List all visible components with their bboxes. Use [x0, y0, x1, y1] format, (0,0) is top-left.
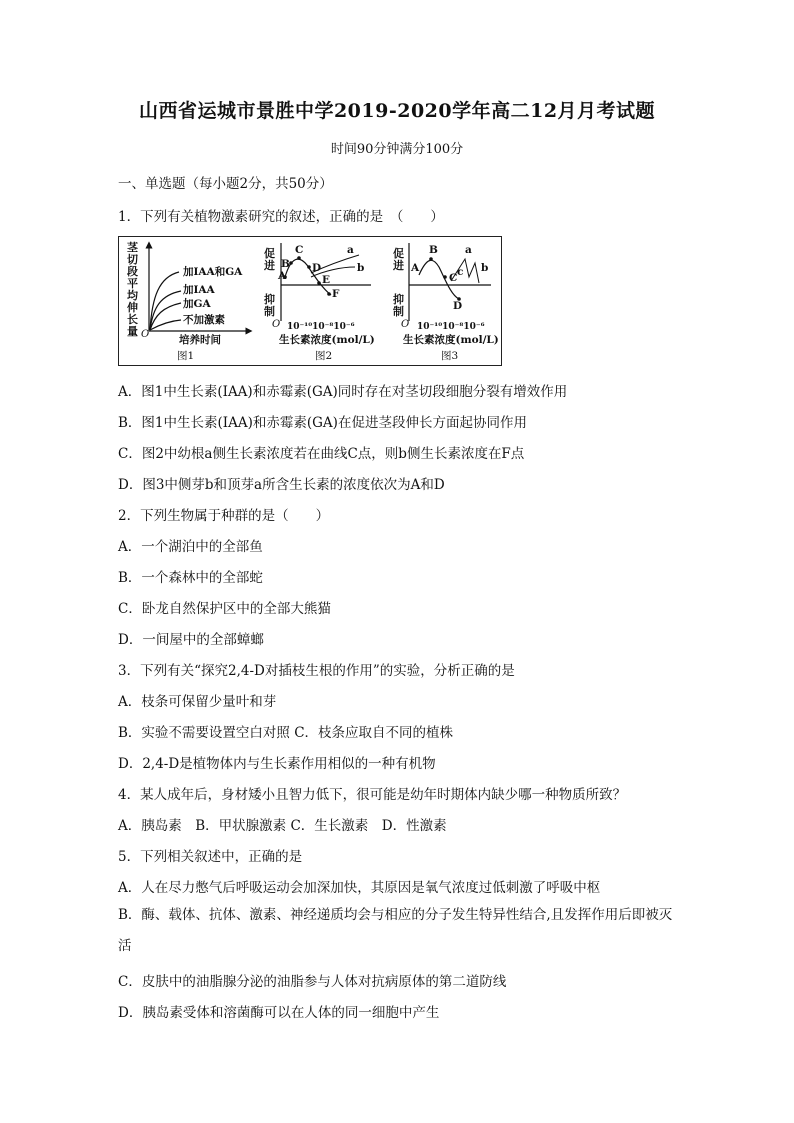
question-2-option-d: D．一间屋中的全部蟑螂 — [118, 632, 264, 648]
fig3-label: A — [411, 262, 420, 274]
question-2-option-b: B．一个森林中的全部蛇 — [118, 570, 263, 586]
fig1-ylabel-char: 伸 — [127, 301, 138, 314]
fig2-inhibit-char: 制 — [264, 305, 275, 318]
question-2-stem: 2．下列生物属于种群的是（ ） — [118, 508, 330, 524]
figure-3 — [392, 243, 499, 362]
fig2-promote-char: 促 — [264, 247, 275, 260]
question-4-stem: 4．某人成年后，身材矮小且智力低下，很可能是幼年时期体内缺少哪一种物质所致？ — [118, 787, 627, 803]
fig2-point-d — [307, 265, 311, 269]
question-3-option-d: D．2,4-D是植物体内与生长素作用相似的一种有机物 — [118, 756, 436, 772]
fig2-xlabel: 生长素浓度(mol/L) — [279, 334, 375, 346]
question-5-option-b: B．酶、载体、抗体、激素、神经递质均会与相应的分子发生特异性结合,且发挥作用后即被灭活 — [118, 907, 673, 954]
fig2-label: C — [295, 244, 304, 256]
fig2-point-c — [297, 256, 301, 260]
fig2-label: D — [312, 262, 322, 274]
fig1-curve-none — [150, 320, 181, 330]
figure-2 — [263, 243, 375, 362]
figure-1 — [126, 240, 249, 362]
question-1-figure — [118, 236, 502, 366]
fig1-ylabel-char: 段 — [127, 265, 138, 278]
fig2-promote-char: 进 — [264, 259, 275, 272]
fig1-curve-label: 加IAA — [183, 284, 215, 296]
question-5-option-d: D．胰岛素受体和溶菌酶可以在人体的同一细胞中产生 — [118, 1005, 440, 1021]
fig2-label: E — [322, 274, 331, 286]
fig1-curve-label: 加GA — [183, 298, 211, 310]
section-heading: 一、单选题（每小题2分，共50分） — [118, 176, 333, 192]
fig3-point-b — [429, 257, 433, 261]
question-1-option-d: D．图3中侧芽b和顶芽a所含生长素的浓度依次为A和D — [118, 477, 445, 493]
fig1-curve-iaa — [150, 291, 181, 330]
fig2-point-e — [317, 281, 321, 285]
fig3-origin: O — [401, 319, 410, 330]
question-1-option-b: B．图1中生长素(IAA)和赤霉素(GA)在促进茎段伸长方面起协同作用 — [118, 415, 527, 431]
fig2-label: b — [357, 262, 365, 274]
fig3-label: c — [457, 266, 464, 278]
fig1-ylabel-char: 均 — [127, 289, 138, 302]
question-1-option-a: A．图1中生长素(IAA)和赤霉素(GA)同时存在对茎切段细胞分裂有增效作用 — [118, 384, 568, 400]
fig2-point-f — [327, 292, 331, 296]
fig2-label: B — [281, 258, 290, 270]
fig2-label: A — [278, 270, 287, 282]
fig1-ylabel-char: 切 — [127, 253, 138, 266]
fig3-inhibit-char: 抑 — [393, 293, 404, 306]
fig3-label: b — [481, 262, 489, 274]
question-1-stem: 1．下列有关植物激素研究的叙述，正确的是 （ ） — [118, 209, 444, 225]
fig2-label: F — [332, 288, 340, 300]
fig1-xlabel: 培养时间 — [179, 334, 221, 346]
fig3-xlabel: 生长素浓度(mol/L) — [403, 334, 499, 346]
fig3-promote-char: 促 — [393, 247, 404, 260]
fig3-caption: 图3 — [441, 350, 459, 362]
fig1-curve-label: 不加激素 — [183, 314, 225, 326]
question-5-stem: 5．下列相关叙述中，正确的是 — [118, 849, 303, 865]
fig2-caption: 图2 — [315, 350, 333, 362]
fig2-ticks: 10⁻¹⁰10⁻⁸10⁻⁶ — [287, 322, 355, 332]
fig3-label: B — [429, 244, 438, 256]
fig1-curve-ga — [150, 303, 181, 330]
fig3-ticks: 10⁻¹⁰10⁻⁸10⁻⁶ — [417, 322, 485, 332]
question-3-option-b-c: B．实验不需要设置空白对照 C．枝条应取自不同的植株 — [118, 725, 454, 741]
fig1-ylabel-char: 长 — [127, 313, 138, 326]
fig3-label: a — [465, 244, 472, 256]
question-2-option-c: C．卧龙自然保护区中的全部大熊猫 — [118, 601, 331, 617]
question-4-options: A．胰岛素 B．甲状腺激素 C．生长激素 D．性激素 — [118, 818, 447, 834]
question-5-option-c: C．皮肤中的油脂腺分泌的油脂参与人体对抗病原体的第二道防线 — [118, 974, 507, 990]
fig3-point-c — [443, 275, 447, 279]
fig1-curve-label: 加IAA和GA — [183, 266, 243, 278]
fig1-ylabel-char: 茎 — [127, 241, 138, 254]
fig1-origin: O — [141, 329, 150, 340]
fig3-inhibit-char: 制 — [393, 305, 404, 318]
fig1-ylabel-char: 平 — [127, 277, 138, 290]
exam-title: 山西省运城市景胜中学2019-2020学年高二12月月考试题 — [138, 100, 656, 122]
question-1-option-c: C．图2中幼根a侧生长素浓度若在曲线C点，则b侧生长素浓度在F点 — [118, 446, 525, 462]
figure-svg — [119, 237, 501, 365]
fig1-caption: 图1 — [177, 350, 195, 362]
exam-subtitle: 时间90分钟满分100分 — [330, 142, 464, 157]
question-5-option-a: A．人在尽力憋气后呼吸运动会加深加快，其原因是氧气浓度过低刺激了呼吸中枢 — [118, 880, 601, 896]
question-3-option-a: A．枝条可保留少量叶和芽 — [118, 694, 277, 710]
fig3-label: D — [453, 300, 463, 312]
fig1-ylabel-char: 量 — [127, 325, 138, 338]
fig2-label: a — [347, 244, 354, 256]
fig3-promote-char: 进 — [393, 259, 404, 272]
fig2-inhibit-char: 抑 — [264, 293, 275, 306]
question-2-option-a: A．一个湖泊中的全部鱼 — [118, 539, 263, 555]
fig2-origin: O — [272, 319, 281, 330]
fig3-label: C — [449, 272, 458, 284]
question-3-stem: 3．下列有关“探究2,4-D对插枝生根的作用”的实验，分析正确的是 — [118, 663, 515, 679]
